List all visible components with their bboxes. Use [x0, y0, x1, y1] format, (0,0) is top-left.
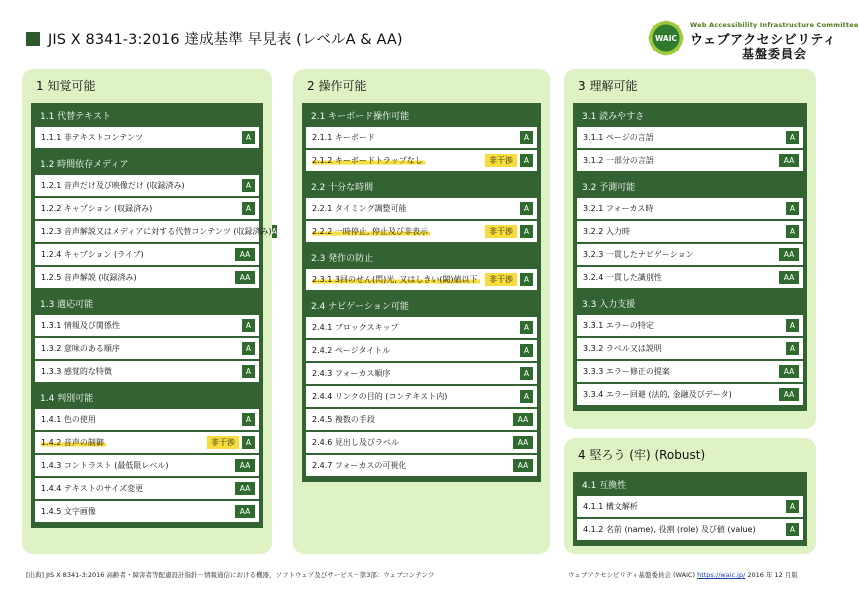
criterion-label: 2.2.1 タイミング調整可能	[312, 204, 407, 213]
guideline-heading: 2.1 キーボード操作可能	[311, 111, 410, 122]
guideline-heading: 1.2 時間依存メディア	[40, 159, 129, 170]
level-badge: AA	[235, 505, 255, 518]
criterion-label: 1.4.1 色の使用	[41, 415, 96, 424]
logo-name-line2: 基盤委員会	[742, 47, 808, 61]
criterion-label: 2.4.5 複数の手段	[312, 415, 375, 424]
criterion-label: 2.4.3 フォーカス順序	[312, 369, 391, 378]
level-badge: A	[520, 367, 533, 380]
level-badge: AA	[779, 388, 799, 401]
criterion-row	[306, 455, 537, 476]
criterion-row	[577, 150, 803, 171]
criterion-label: 1.2.1 音声だけ及び映像だけ (収録済み)	[41, 181, 185, 190]
level-badge: A	[520, 131, 533, 144]
footer-credit	[568, 570, 798, 579]
level-badge: A	[786, 131, 799, 144]
level-badge: A	[786, 319, 799, 332]
footer-source: [出典] JIS X 8341-3:2016 高齢者・障害者等配慮設計指針－情報通信における機器，ソフトウェア及びサービス－第3部：ウェブコンテンツ	[26, 571, 435, 579]
criterion-row	[35, 221, 277, 242]
criterion-row	[577, 127, 803, 148]
level-badge: A	[786, 202, 799, 215]
criterion-label: 1.4.3 コントラスト (最低限レベル)	[41, 461, 169, 470]
guideline-heading: 3.3 入力支援	[582, 299, 636, 310]
criterion-label: 2.1.1 キーボード	[312, 133, 375, 142]
footer-date: 2016 年 12 月版	[747, 571, 798, 579]
principle-heading: 2 操作可能	[307, 79, 367, 93]
level-badge: AA	[235, 248, 255, 261]
criterion-label: 3.3.1 エラーの特定	[583, 321, 654, 330]
level-badge: AA	[235, 459, 255, 472]
criterion-row	[306, 269, 537, 290]
criterion-row	[306, 386, 537, 407]
criterion-row	[577, 496, 803, 517]
criterion-row	[577, 338, 803, 359]
criterion-row	[577, 519, 803, 540]
waic-badge-text: WAIC	[654, 34, 678, 43]
criterion-row	[35, 455, 259, 476]
criterion-row	[35, 315, 259, 336]
criterion-row	[577, 384, 803, 405]
criterion-label: 1.2.3 音声解説又はメディアに対する代替コンテンツ (収録済み)	[41, 227, 272, 236]
criterion-label: 2.4.4 リンクの目的 (コンテキスト内)	[312, 392, 448, 401]
guideline-heading: 1.3 適応可能	[40, 299, 94, 310]
non-interference-badge: 非干渉	[207, 436, 239, 449]
guideline-heading: 1.4 判別可能	[40, 393, 94, 404]
criterion-label: 1.4.2 音声の制御	[41, 438, 104, 447]
criterion-row	[35, 175, 259, 196]
level-badge: AA	[235, 482, 255, 495]
criterion-row	[306, 150, 537, 171]
criterion-row	[306, 409, 537, 430]
criterion-label: 3.2.3 一貫したナビゲーション	[583, 250, 694, 259]
criterion-label: 2.3.1 3回のせん(閃)光, 又はしきい(閾)値以下	[312, 275, 478, 284]
level-badge: A	[520, 202, 533, 215]
level-badge: A	[242, 436, 255, 449]
level-badge: A	[786, 225, 799, 238]
criterion-label: 1.2.5 音声解説 (収録済み)	[41, 273, 137, 282]
criterion-label: 3.2.4 一貫した識別性	[583, 273, 662, 282]
principle-heading: 3 理解可能	[578, 79, 638, 93]
non-interference-badge: 非干渉	[485, 273, 517, 286]
logo-committee-en: Web Accessibility Infrastructure Committee	[690, 21, 859, 29]
guideline-heading: 2.3 発作の防止	[311, 253, 374, 264]
criterion-label: 1.3.1 情報及び関係性	[41, 321, 120, 330]
criterion-row	[306, 340, 537, 361]
level-badge: A	[242, 413, 255, 426]
guideline-panel	[573, 472, 807, 546]
criterion-row	[306, 317, 537, 338]
non-interference-badge: 非干渉	[485, 225, 517, 238]
guideline-heading: 3.1 読みやすさ	[582, 111, 645, 122]
criterion-row	[306, 432, 537, 453]
criterion-row	[35, 432, 259, 453]
level-badge: AA	[513, 436, 533, 449]
guideline-heading: 2.2 十分な時間	[311, 182, 374, 193]
level-badge: A	[520, 225, 533, 238]
criterion-label: 2.4.7 フォーカスの可視化	[312, 461, 407, 470]
guideline-panel	[573, 103, 807, 411]
guideline-heading: 1.1 代替テキスト	[40, 111, 111, 122]
principle-column	[293, 69, 550, 554]
principle-heading: 1 知覚可能	[36, 79, 96, 93]
waic-logo	[648, 20, 859, 62]
criterion-row	[35, 361, 259, 382]
criterion-row	[35, 127, 259, 148]
level-badge: A	[520, 273, 533, 286]
level-badge: A	[242, 131, 255, 144]
level-badge: AA	[779, 271, 799, 284]
criterion-row	[577, 267, 803, 288]
guideline-heading: 4.1 互換性	[582, 480, 627, 491]
criterion-label: 1.2.2 キャプション (収録済み)	[41, 204, 153, 213]
criterion-label: 2.4.6 見出し及びラベル	[312, 438, 399, 447]
level-badge: AA	[779, 365, 799, 378]
level-badge: A	[520, 154, 533, 167]
level-badge: A	[271, 227, 277, 236]
level-badge: A	[520, 344, 533, 357]
criterion-row	[577, 315, 803, 336]
criterion-label: 2.1.2 キーボードトラップなし	[312, 156, 423, 165]
criterion-label: 2.2.2 一時停止, 停止及び非表示	[312, 227, 428, 236]
level-badge: A	[786, 342, 799, 355]
principle-column	[564, 438, 816, 554]
criterion-label: 2.4.2 ページタイトル	[312, 346, 391, 355]
criterion-label: 1.4.4 テキストのサイズ変更	[41, 484, 144, 493]
principle-column	[22, 69, 277, 554]
criterion-row	[35, 244, 259, 265]
guideline-heading: 2.4 ナビゲーション可能	[311, 301, 409, 312]
criterion-label: 3.3.2 ラベル又は説明	[583, 344, 662, 353]
guideline-panel	[302, 103, 541, 482]
level-badge: A	[242, 342, 255, 355]
criterion-row	[35, 478, 259, 499]
level-badge: A	[520, 390, 533, 403]
guideline-heading: 3.2 予測可能	[582, 182, 636, 193]
level-badge: A	[786, 523, 799, 536]
title-square-icon	[26, 32, 40, 46]
footer-publisher: ウェブアクセシビリティ基盤委員会 (WAIC)	[568, 571, 696, 579]
logo-name-line1: ウェブアクセシビリティ	[690, 33, 837, 48]
level-badge: A	[242, 202, 255, 215]
criterion-label: 3.3.3 エラー修正の提案	[583, 367, 670, 376]
level-badge: AA	[779, 248, 799, 261]
title-row	[26, 28, 403, 49]
criterion-label: 3.1.1 ページの言語	[583, 133, 654, 142]
criterion-row	[35, 501, 259, 522]
criterion-row	[35, 409, 259, 430]
criterion-row	[306, 363, 537, 384]
criterion-label: 4.1.2 名前 (name), 役割 (role) 及び値 (value)	[583, 525, 756, 534]
page-title: JIS X 8341-3:2016 達成基準 早見表 (レベルA & AA)	[48, 32, 403, 48]
level-badge: AA	[513, 413, 533, 426]
level-badge: A	[242, 179, 255, 192]
criterion-label: 1.1.1 非テキストコンテンツ	[41, 133, 144, 142]
criterion-label: 4.1.1 構文解析	[583, 502, 638, 511]
criterion-row	[577, 221, 803, 242]
criterion-label: 2.4.1 ブロックスキップ	[312, 323, 399, 332]
waic-badge-icon	[648, 20, 684, 56]
footer-link[interactable]: https://waic.jp/	[697, 571, 746, 579]
criterion-row	[35, 267, 259, 288]
level-badge: A	[242, 365, 255, 378]
criterion-label: 1.3.3 感覚的な特徴	[41, 367, 112, 376]
criterion-label: 1.4.5 文字画像	[41, 507, 96, 516]
principle-heading: 4 堅ろう (牢) (Robust)	[578, 448, 706, 462]
guideline-panel	[31, 103, 277, 528]
criterion-row	[577, 244, 803, 265]
criterion-row	[306, 127, 537, 148]
criterion-row	[306, 198, 537, 219]
criterion-label: 3.2.2 入力時	[583, 227, 630, 236]
level-badge: A	[520, 321, 533, 334]
criterion-label: 3.1.2 一部分の言語	[583, 156, 654, 165]
criterion-label: 3.3.4 エラー回避 (法的, 金融及びデータ)	[583, 390, 732, 399]
criterion-row	[306, 221, 537, 242]
level-badge: AA	[513, 459, 533, 472]
criterion-label: 1.2.4 キャプション (ライブ)	[41, 250, 144, 259]
level-badge: AA	[235, 271, 255, 284]
criterion-label: 1.3.2 意味のある順序	[41, 344, 120, 353]
criterion-row	[35, 338, 259, 359]
criterion-row	[35, 198, 259, 219]
criterion-row	[577, 361, 803, 382]
principle-column	[564, 69, 816, 429]
level-badge: A	[786, 500, 799, 513]
criterion-row	[577, 198, 803, 219]
non-interference-badge: 非干渉	[485, 154, 517, 167]
level-badge: AA	[779, 154, 799, 167]
level-badge: A	[242, 319, 255, 332]
criterion-label: 3.2.1 フォーカス時	[583, 204, 654, 213]
